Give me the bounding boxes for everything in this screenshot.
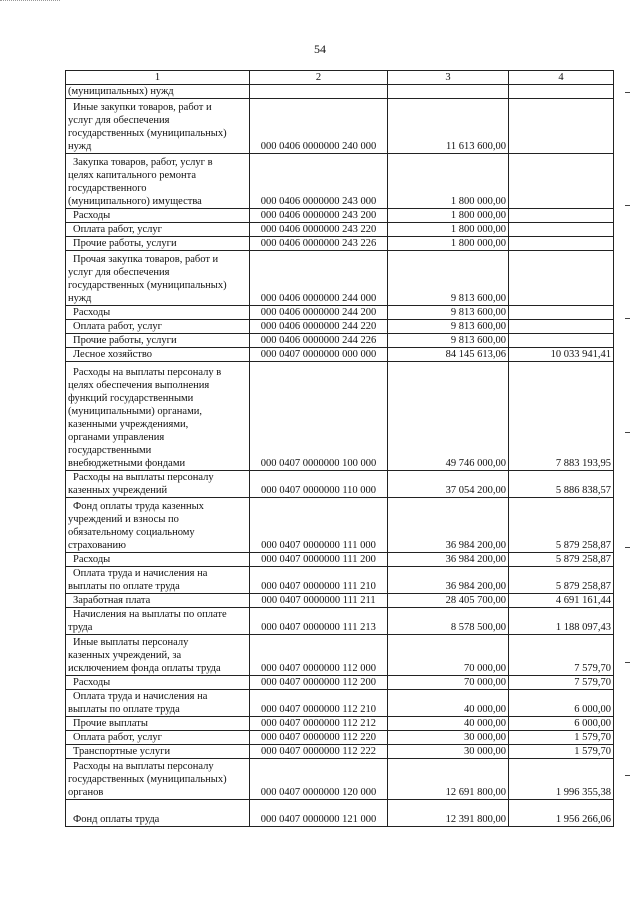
row-code-cell: 000 0406 0000000 243 226	[250, 237, 388, 251]
row-name-cell: Прочие выплаты	[66, 717, 250, 731]
margin-mark	[625, 432, 630, 433]
row-name-cell: Оплата труда и начисления на выплаты по оплате труда	[66, 567, 250, 594]
row-exec-cell: 10 033 941,41	[509, 348, 614, 362]
row-exec-cell: 4 691 161,44	[509, 594, 614, 608]
row-sum-cell: 36 984 200,00	[388, 498, 509, 553]
table-row	[66, 498, 614, 553]
row-code-cell	[250, 85, 388, 99]
row-name-cell: Иные закупки товаров, работ и услуг для обеспечения государственных (муниципальных) нужд	[66, 99, 250, 154]
column-header: 4	[509, 71, 614, 85]
row-name-cell: Лесное хозяйство	[66, 348, 250, 362]
row-name-cell: Расходы	[66, 306, 250, 320]
row-exec-cell: 1 579,70	[509, 731, 614, 745]
row-code-cell: 000 0407 0000000 111 213	[250, 608, 388, 635]
row-exec-cell	[509, 223, 614, 237]
table-row	[66, 99, 614, 154]
table-row	[66, 717, 614, 731]
row-code-cell: 000 0407 0000000 000 000	[250, 348, 388, 362]
row-code-cell: 000 0407 0000000 112 210	[250, 690, 388, 717]
row-name-cell: Оплата труда и начисления на выплаты по оплате труда	[66, 690, 250, 717]
row-exec-cell: 7 579,70	[509, 676, 614, 690]
row-exec-cell: 7 579,70	[509, 635, 614, 676]
table-row	[66, 154, 614, 209]
table-row	[66, 237, 614, 251]
row-exec-cell: 6 000,00	[509, 717, 614, 731]
row-code-cell: 000 0406 0000000 244 200	[250, 306, 388, 320]
row-exec-cell	[509, 306, 614, 320]
row-exec-cell	[509, 334, 614, 348]
row-exec-cell: 1 579,70	[509, 745, 614, 759]
row-sum-cell: 40 000,00	[388, 717, 509, 731]
table-row	[66, 608, 614, 635]
margin-mark	[625, 547, 630, 548]
margin-mark	[625, 205, 630, 206]
table-row	[66, 594, 614, 608]
row-sum-cell: 12 391 800,00	[388, 800, 509, 827]
table-row	[66, 690, 614, 717]
row-code-cell: 000 0407 0000000 112 200	[250, 676, 388, 690]
row-code-cell: 000 0407 0000000 111 000	[250, 498, 388, 553]
margin-mark	[625, 775, 630, 776]
row-exec-cell	[509, 154, 614, 209]
column-header: 3	[388, 71, 509, 85]
row-code-cell: 000 0407 0000000 111 200	[250, 553, 388, 567]
row-exec-cell	[509, 237, 614, 251]
table-row	[66, 553, 614, 567]
row-code-cell: 000 0406 0000000 243 000	[250, 154, 388, 209]
row-sum-cell: 1 800 000,00	[388, 223, 509, 237]
row-sum-cell: 84 145 613,06	[388, 348, 509, 362]
row-name-cell: Расходы	[66, 553, 250, 567]
row-exec-cell: 6 000,00	[509, 690, 614, 717]
row-exec-cell: 5 886 838,57	[509, 471, 614, 498]
row-exec-cell	[509, 85, 614, 99]
row-code-cell: 000 0406 0000000 243 200	[250, 209, 388, 223]
table-header-row	[66, 71, 614, 85]
row-code-cell: 000 0407 0000000 111 210	[250, 567, 388, 594]
row-name-cell: Расходы	[66, 209, 250, 223]
table-row	[66, 209, 614, 223]
row-exec-cell: 5 879 258,87	[509, 498, 614, 553]
row-code-cell: 000 0406 0000000 244 220	[250, 320, 388, 334]
row-name-cell: Заработная плата	[66, 594, 250, 608]
row-name-cell: Оплата работ, услуг	[66, 223, 250, 237]
row-code-cell: 000 0407 0000000 112 222	[250, 745, 388, 759]
row-exec-cell: 5 879 258,87	[509, 567, 614, 594]
table-row	[66, 320, 614, 334]
margin-mark	[625, 662, 630, 663]
row-sum-cell: 28 405 700,00	[388, 594, 509, 608]
row-sum-cell: 9 813 600,00	[388, 306, 509, 320]
row-name-cell: Транспортные услуги	[66, 745, 250, 759]
row-code-cell: 000 0407 0000000 112 000	[250, 635, 388, 676]
row-code-cell: 000 0407 0000000 120 000	[250, 759, 388, 800]
row-exec-cell	[509, 320, 614, 334]
row-sum-cell: 8 578 500,00	[388, 608, 509, 635]
row-exec-cell: 7 883 193,95	[509, 362, 614, 471]
row-code-cell: 000 0407 0000000 121 000	[250, 800, 388, 827]
row-sum-cell: 9 813 600,00	[388, 320, 509, 334]
row-sum-cell: 70 000,00	[388, 635, 509, 676]
row-exec-cell: 1 956 266,06	[509, 800, 614, 827]
row-sum-cell: 70 000,00	[388, 676, 509, 690]
row-name-cell: Фонд оплаты труда казенных учреждений и взносы по обязательному социальному страхованию	[66, 498, 250, 553]
row-code-cell: 000 0407 0000000 112 220	[250, 731, 388, 745]
table-row	[66, 306, 614, 320]
row-sum-cell: 49 746 000,00	[388, 362, 509, 471]
table-row	[66, 362, 614, 471]
row-sum-cell: 12 691 800,00	[388, 759, 509, 800]
row-exec-cell	[509, 99, 614, 154]
row-sum-cell: 1 800 000,00	[388, 237, 509, 251]
row-sum-cell: 40 000,00	[388, 690, 509, 717]
row-exec-cell	[509, 209, 614, 223]
row-sum-cell: 9 813 600,00	[388, 251, 509, 306]
column-header: 1	[66, 71, 250, 85]
row-sum-cell: 36 984 200,00	[388, 567, 509, 594]
row-code-cell: 000 0406 0000000 240 000	[250, 99, 388, 154]
table-row	[66, 800, 614, 827]
row-name-cell: Начисления на выплаты по оплате труда	[66, 608, 250, 635]
table-row	[66, 223, 614, 237]
table-row	[66, 251, 614, 306]
page-number: 54	[314, 42, 326, 56]
row-exec-cell: 5 879 258,87	[509, 553, 614, 567]
row-code-cell: 000 0407 0000000 100 000	[250, 362, 388, 471]
row-name-cell: Прочая закупка товаров, работ и услуг для обеспечения государственных (муниципальных) нужд	[66, 251, 250, 306]
row-sum-cell: 9 813 600,00	[388, 334, 509, 348]
row-code-cell: 000 0406 0000000 244 226	[250, 334, 388, 348]
row-sum-cell: 11 613 600,00	[388, 99, 509, 154]
table-row	[66, 745, 614, 759]
row-name-cell: Расходы на выплаты персоналу в целях обеспечения выполнения функций государственными (муниципальными) органами, казенными учреждениями, органами управления государственными внебюджетными фондами	[66, 362, 250, 471]
row-code-cell: 000 0407 0000000 111 211	[250, 594, 388, 608]
scan-corner-artifact	[0, 0, 60, 3]
row-sum-cell	[388, 85, 509, 99]
table-row	[66, 759, 614, 800]
table-row	[66, 731, 614, 745]
table-row	[66, 676, 614, 690]
table-row	[66, 635, 614, 676]
table-row	[66, 567, 614, 594]
row-sum-cell: 1 800 000,00	[388, 154, 509, 209]
table-row	[66, 348, 614, 362]
margin-mark	[625, 92, 630, 93]
row-name-cell: Оплата работ, услуг	[66, 731, 250, 745]
row-sum-cell: 1 800 000,00	[388, 209, 509, 223]
row-name-cell: Прочие работы, услуги	[66, 334, 250, 348]
budget-table	[65, 70, 614, 827]
table-row	[66, 85, 614, 99]
row-sum-cell: 30 000,00	[388, 745, 509, 759]
row-sum-cell: 37 054 200,00	[388, 471, 509, 498]
row-exec-cell	[509, 251, 614, 306]
row-code-cell: 000 0406 0000000 244 000	[250, 251, 388, 306]
row-code-cell: 000 0406 0000000 243 220	[250, 223, 388, 237]
row-name-cell: (муниципальных) нужд	[66, 85, 250, 99]
row-sum-cell: 36 984 200,00	[388, 553, 509, 567]
row-name-cell: Расходы на выплаты персоналу казенных учреждений	[66, 471, 250, 498]
table-row	[66, 334, 614, 348]
column-header: 2	[250, 71, 388, 85]
row-exec-cell: 1 996 355,38	[509, 759, 614, 800]
row-code-cell: 000 0407 0000000 112 212	[250, 717, 388, 731]
margin-mark	[625, 318, 630, 319]
row-exec-cell: 1 188 097,43	[509, 608, 614, 635]
row-sum-cell: 30 000,00	[388, 731, 509, 745]
row-name-cell: Закупка товаров, работ, услуг в целях капитального ремонта государственного (муниципального) имущества	[66, 154, 250, 209]
row-name-cell: Иные выплаты персоналу казенных учреждений, за исключением фонда оплаты труда	[66, 635, 250, 676]
row-name-cell: Оплата работ, услуг	[66, 320, 250, 334]
row-name-cell: Расходы на выплаты персоналу государственных (муниципальных) органов	[66, 759, 250, 800]
table-row	[66, 471, 614, 498]
row-name-cell: Расходы	[66, 676, 250, 690]
row-name-cell: Фонд оплаты труда	[66, 800, 250, 827]
row-name-cell: Прочие работы, услуги	[66, 237, 250, 251]
row-code-cell: 000 0407 0000000 110 000	[250, 471, 388, 498]
